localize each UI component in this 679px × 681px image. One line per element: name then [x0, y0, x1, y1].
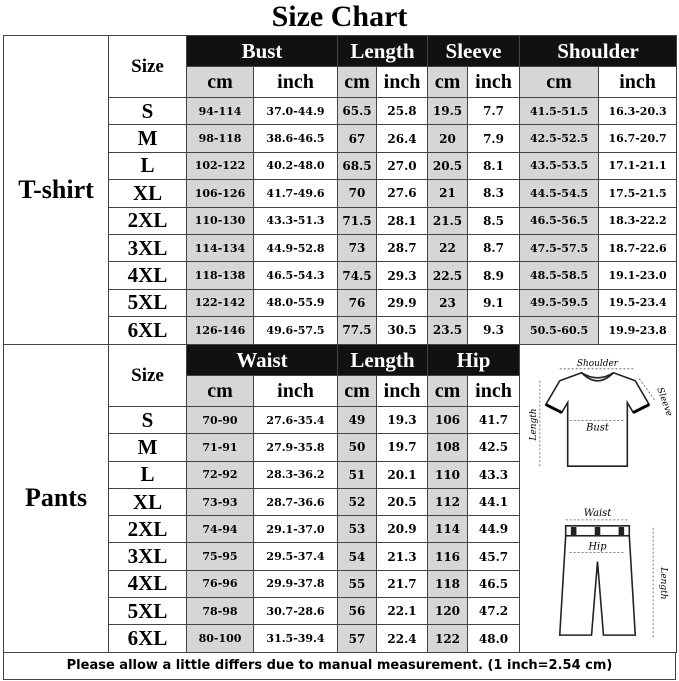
measure-header: Hip — [428, 345, 520, 376]
unit-header: cm — [428, 376, 468, 407]
table-cell: 41.7 — [468, 407, 520, 434]
table-cell: 27.9-35.8 — [254, 434, 338, 461]
unit-header: inch — [468, 376, 520, 407]
table-cell: 43.3-51.3 — [254, 207, 338, 234]
unit-header: cm — [338, 67, 377, 98]
table-cell: 46.5 — [468, 570, 520, 597]
table-cell: 76-96 — [187, 570, 254, 597]
table-cell: 20.5 — [377, 488, 428, 515]
table-cell: 21 — [428, 180, 468, 207]
table-cell: 120 — [428, 598, 468, 625]
size-label: L — [109, 461, 187, 488]
size-label: 5XL — [109, 289, 187, 316]
table-cell: 110-130 — [187, 207, 254, 234]
table-cell: 30.5 — [377, 317, 428, 344]
unit-header: inch — [599, 67, 677, 98]
table-cell: 116 — [428, 543, 468, 570]
table-cell: 41.5-51.5 — [520, 98, 599, 125]
table-cell: 53 — [338, 516, 377, 543]
table-cell: 102-122 — [187, 152, 254, 179]
pants-length-label: Length — [658, 567, 669, 600]
table-cell: 28.1 — [377, 207, 428, 234]
table-cell: 23 — [428, 289, 468, 316]
table-cell: 8.3 — [468, 180, 520, 207]
table-cell: 42.5 — [468, 434, 520, 461]
table-cell: 37.0-44.9 — [254, 98, 338, 125]
table-cell: 31.5-39.4 — [254, 625, 338, 652]
table-cell: 43.5-53.5 — [520, 152, 599, 179]
table-cell: 49 — [338, 407, 377, 434]
table-cell: 18.3-22.2 — [599, 207, 677, 234]
size-label: 4XL — [109, 570, 187, 597]
unit-header: inch — [254, 67, 338, 98]
unit-header: inch — [254, 376, 338, 407]
size-label: 6XL — [109, 625, 187, 652]
size-label: M — [109, 125, 187, 152]
table-cell: 20.9 — [377, 516, 428, 543]
table-cell: 21.5 — [428, 207, 468, 234]
table-cell: 42.5-52.5 — [520, 125, 599, 152]
table-cell: 8.9 — [468, 262, 520, 289]
table-cell: 27.6 — [377, 180, 428, 207]
table-cell: 20 — [428, 125, 468, 152]
table-cell: 49.6-57.5 — [254, 317, 338, 344]
measure-header: Waist — [187, 345, 338, 376]
table-cell: 28.7 — [377, 234, 428, 261]
table-cell: 52 — [338, 488, 377, 515]
table-cell: 50.5-60.5 — [520, 317, 599, 344]
table-cell: 48.5-58.5 — [520, 262, 599, 289]
size-label: 6XL — [109, 317, 187, 344]
hip-label: Hip — [588, 541, 607, 553]
table-cell: 50 — [338, 434, 377, 461]
size-label: 4XL — [109, 262, 187, 289]
table-cell: 45.7 — [468, 543, 520, 570]
table-cell: 29.9 — [377, 289, 428, 316]
table-cell: 19.9-23.8 — [599, 317, 677, 344]
table-cell: 7.7 — [468, 98, 520, 125]
table-cell: 71.5 — [338, 207, 377, 234]
table-cell: 118-138 — [187, 262, 254, 289]
table-cell: 44.9-52.8 — [254, 234, 338, 261]
size-label: 2XL — [109, 207, 187, 234]
table-cell: 38.6-46.5 — [254, 125, 338, 152]
table-cell: 43.3 — [468, 461, 520, 488]
table-cell: 19.3 — [377, 407, 428, 434]
table-cell: 70-90 — [187, 407, 254, 434]
size-label: 5XL — [109, 598, 187, 625]
table-cell: 22 — [428, 234, 468, 261]
table-cell: 19.5 — [428, 98, 468, 125]
table-cell: 55 — [338, 570, 377, 597]
measure-header: Length — [338, 345, 428, 376]
table-cell: 65.5 — [338, 98, 377, 125]
table-cell: 110 — [428, 461, 468, 488]
table-cell: 94-114 — [187, 98, 254, 125]
table-cell: 19.5-23.4 — [599, 289, 677, 316]
table-cell: 47.5-57.5 — [520, 234, 599, 261]
size-label: 3XL — [109, 543, 187, 570]
size-label: XL — [109, 180, 187, 207]
pants-size-table — [3, 344, 677, 653]
table-cell: 9.3 — [468, 317, 520, 344]
table-cell: 29.1-37.0 — [254, 516, 338, 543]
table-cell: 57 — [338, 625, 377, 652]
measure-header: Sleeve — [428, 36, 520, 67]
table-cell: 74.5 — [338, 262, 377, 289]
table-cell: 80-100 — [187, 625, 254, 652]
tshirt-group-label: T-shirt — [4, 36, 109, 345]
table-cell: 17.1-21.1 — [599, 152, 677, 179]
table-cell: 78-98 — [187, 598, 254, 625]
size-label: 3XL — [109, 234, 187, 261]
table-cell: 71-91 — [187, 434, 254, 461]
table-cell: 74-94 — [187, 516, 254, 543]
table-cell: 77.5 — [338, 317, 377, 344]
table-cell: 19.1-23.0 — [599, 262, 677, 289]
table-cell: 122-142 — [187, 289, 254, 316]
size-label: L — [109, 152, 187, 179]
table-cell: 23.5 — [428, 317, 468, 344]
table-cell: 126-146 — [187, 317, 254, 344]
table-cell: 56 — [338, 598, 377, 625]
table-cell: 16.7-20.7 — [599, 125, 677, 152]
sleeve-label: Sleeve — [654, 386, 674, 419]
size-label: S — [109, 407, 187, 434]
table-cell: 76 — [338, 289, 377, 316]
unit-header: inch — [377, 376, 428, 407]
table-cell: 106-126 — [187, 180, 254, 207]
table-cell: 27.0 — [377, 152, 428, 179]
unit-header: cm — [338, 376, 377, 407]
table-cell: 22.1 — [377, 598, 428, 625]
size-label: XL — [109, 488, 187, 515]
measure-header: Shoulder — [520, 36, 677, 67]
table-cell: 108 — [428, 434, 468, 461]
tshirt-size-table — [3, 35, 677, 345]
size-label: 2XL — [109, 516, 187, 543]
table-cell: 29.3 — [377, 262, 428, 289]
table-cell: 114 — [428, 516, 468, 543]
table-cell: 29.5-37.4 — [254, 543, 338, 570]
table-cell: 44.5-54.5 — [520, 180, 599, 207]
measurement-diagram — [520, 345, 677, 653]
table-cell: 20.5 — [428, 152, 468, 179]
table-cell: 112 — [428, 488, 468, 515]
size-header: Size — [109, 36, 187, 98]
table-cell: 49.5-59.5 — [520, 289, 599, 316]
table-cell: 18.7-22.6 — [599, 234, 677, 261]
table-cell: 48.0-55.9 — [254, 289, 338, 316]
tshirt-outline-icon — [546, 373, 649, 466]
table-cell: 41.7-49.6 — [254, 180, 338, 207]
table-cell: 68.5 — [338, 152, 377, 179]
table-cell: 73 — [338, 234, 377, 261]
table-cell: 9.1 — [468, 289, 520, 316]
unit-header: inch — [468, 67, 520, 98]
table-cell: 48.0 — [468, 625, 520, 652]
table-cell: 46.5-56.5 — [520, 207, 599, 234]
table-cell: 98-118 — [187, 125, 254, 152]
waist-label: Waist — [583, 508, 612, 520]
table-cell: 8.7 — [468, 234, 520, 261]
table-cell: 114-134 — [187, 234, 254, 261]
table-cell: 22.5 — [428, 262, 468, 289]
table-cell: 19.7 — [377, 434, 428, 461]
table-cell: 29.9-37.8 — [254, 570, 338, 597]
unit-header: cm — [187, 376, 254, 407]
table-cell: 28.7-36.6 — [254, 488, 338, 515]
table-cell: 54 — [338, 543, 377, 570]
table-cell: 22.4 — [377, 625, 428, 652]
table-cell: 67 — [338, 125, 377, 152]
table-cell: 8.1 — [468, 152, 520, 179]
table-cell: 28.3-36.2 — [254, 461, 338, 488]
measure-header: Bust — [187, 36, 338, 67]
table-cell: 51 — [338, 461, 377, 488]
table-cell: 73-93 — [187, 488, 254, 515]
table-cell: 47.2 — [468, 598, 520, 625]
table-cell: 40.2-48.0 — [254, 152, 338, 179]
table-cell: 20.1 — [377, 461, 428, 488]
shirt-length-label: Length — [528, 408, 539, 441]
table-cell: 106 — [428, 407, 468, 434]
table-cell: 26.4 — [377, 125, 428, 152]
unit-header: cm — [428, 67, 468, 98]
table-cell: 118 — [428, 570, 468, 597]
size-label: M — [109, 434, 187, 461]
table-cell: 21.7 — [377, 570, 428, 597]
size-label: S — [109, 98, 187, 125]
table-cell: 70 — [338, 180, 377, 207]
shoulder-label: Shoulder — [576, 359, 619, 370]
table-cell: 25.8 — [377, 98, 428, 125]
table-cell: 27.6-35.4 — [254, 407, 338, 434]
unit-header: cm — [187, 67, 254, 98]
pants-group-label: Pants — [4, 345, 109, 653]
table-cell: 7.9 — [468, 125, 520, 152]
size-header: Size — [109, 345, 187, 407]
page-title: Size Chart — [271, 0, 408, 33]
unit-header: cm — [520, 67, 599, 98]
measurement-illustration — [520, 348, 676, 648]
bust-label: Bust — [586, 422, 609, 434]
table-cell: 21.3 — [377, 543, 428, 570]
table-cell: 44.1 — [468, 488, 520, 515]
table-cell: 46.5-54.3 — [254, 262, 338, 289]
unit-header: inch — [377, 67, 428, 98]
footer-note: Please allow a little differs due to manual measurement. (1 inch=2.54 cm) — [3, 652, 676, 680]
table-cell: 8.5 — [468, 207, 520, 234]
table-cell: 30.7-28.6 — [254, 598, 338, 625]
table-cell: 72-92 — [187, 461, 254, 488]
table-cell: 16.3-20.3 — [599, 98, 677, 125]
measure-header: Length — [338, 36, 428, 67]
table-cell: 17.5-21.5 — [599, 180, 677, 207]
table-cell: 75-95 — [187, 543, 254, 570]
table-cell: 122 — [428, 625, 468, 652]
table-cell: 44.9 — [468, 516, 520, 543]
